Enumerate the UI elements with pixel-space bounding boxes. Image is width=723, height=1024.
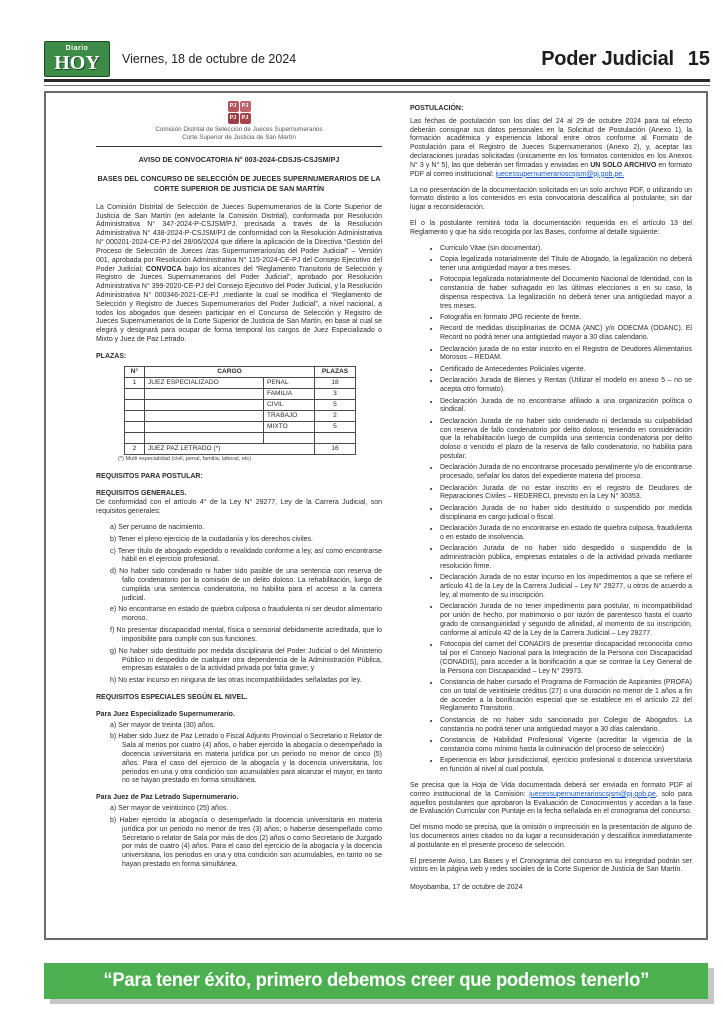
- documento-item: • Curriculo Vitae (sin documentar).: [440, 245, 692, 254]
- cell-n: 2: [125, 443, 145, 454]
- cell-n: 1: [125, 377, 145, 388]
- documento-item: • Copia legalizada notarialmente del Título de Abogado, la legalización no deberá tener una antigüedad mayor a tres meses.: [440, 256, 692, 274]
- intro-paragraph: [96, 204, 382, 345]
- un-solo-archivo-keyword: UN SOLO ARCHIVO: [590, 161, 657, 169]
- cell-cargo: JUEZ PAZ LETRADO (*): [145, 443, 315, 454]
- email-link[interactable]: juecessupernumerarioscsjsm@pj.gob.pe: [529, 790, 656, 798]
- notice-title: AVISO DE CONVOCATORIA N° 003-2024-CDSJS-CSJSM/PJ: [138, 155, 340, 165]
- cell-especialidad: PENAL: [264, 377, 315, 388]
- documento-item: • Declaración Jurada de no estar inscrito en el registro de Deudores de Reparaciones Civiles – REDERECI, previsto en la Ley N° 30353.: [440, 485, 692, 503]
- edition-date: Viernes, 18 de octubre de 2024: [122, 52, 297, 66]
- documento-item: • Declaración Jurada de no encontrarse en estado de quiebra culposa, fraudulenta o en estado de insolvencia.: [440, 525, 692, 543]
- requisito-general-item: h) No estar incurso en ninguna de las otras incompatibilidades señaladas por ley.: [110, 677, 362, 685]
- table-row: [125, 443, 356, 454]
- juez-especializado-item: b) Haber sido Juez de Paz Letrado o Fiscal Adjunto Provincial o Secretario o Relator de Sala al menos por cuatro (4) años, o haber ejercido la abogacía o desempeñado la docencia universitaria en materia jurídica por un periodo no menor de cinco (5) años. Para el caso del ejercicio de la abogacía y la docencia universitaria, los periodos en una y otra condición son acumulables para alcanzar el mayor, en tanto no se hayan prestado en forma simultánea.: [110, 733, 382, 785]
- plazas-label: PLAZAS:: [96, 352, 127, 360]
- table-row: [125, 432, 356, 443]
- cell-cargo: [145, 421, 264, 432]
- poder-judicial-logo: [228, 101, 251, 124]
- documentos-list: [410, 245, 692, 775]
- requisito-general-item: g) No haber sido destituido por medida disciplinaria del Poder Judicial o del Ministerio Público ni despedido de cualquier otra dependencia de la Administración Pública, empresas estatales o de la actividad privada por falta grave; y: [110, 647, 382, 673]
- cell-cargo: [145, 432, 264, 443]
- intro-post: bajo los alcances del “Reglamento Transitorio de Selección y Registro de Jueces Supernumerarios del Poder Judicial”, aprobado por Resolución Administrativa N° 399-2020-CE-PJ del Consejo Ejecutivo del Poder Judicial, y la Resolución Administrativa N° 000346-2021-CE-PJ ,mediante la cual se modifica el “Reglamento de Selección y Registro de Jueces Supernumerarios del Poder Judicial”, a nivel nacional, a todos los abogados que deseen participar en el Concurso de Selección y Registro de Jueces Supernumerarios de la Corte Superior de Justicia de San Martín, en base al cual se elegirá y designará para ocupar de forma temporal los cargos de Juez Especializado o Mixto y Juez de Paz Letrado.: [96, 265, 382, 344]
- col-header-plazas: PLAZAS: [315, 366, 356, 377]
- org-name-line1: Comisión Distrital de Selección de Jueces Supernumerarios: [155, 126, 323, 133]
- quote-banner: [44, 963, 708, 999]
- masthead-right: [541, 48, 710, 71]
- juez-paz-letrado-item: b) Haber ejercido la abogacía o desempeñado la docencia universitaria en materia jurídica por un periodo no menor de tres (3) años; o haberse desempeñado como Secretario o relator de Sala por más de dos (2) años o como Secretario de Juzgado por más de cuatro (4) años. Para el caso del ejercicio de la abogacía y la docencia universitaria, los periodos en una y otra condición son acumulables, en tanto no se hayan prestado en forma simultánea.: [110, 816, 382, 868]
- intro-pre: La Comisión Distrital de Selección de Jueces Supernumerarios de la Corte Superior de Justicia de San Martín (en adelante la Comisión Distrital), conformada por Resolución Administrativa N° 347-2024-P-CSJSM/PJ, precisada a través de la Resolución Administrativa N° 438-2024-P-CSJSM/PJ de conformidad con la Resolución Administrativa N° 000201-2024-CE-PJ del 28/06/2024 que difiere la aplicación de la Directiva “Gestión del Proceso de Selección de Jueces /zas Supernumerarios/as del Poder Judicial” – Versión 001, aprobada por Resolución Administrativa N° 115-2024-CE-PJ del Consejo Ejecutivo del Poder Judicial;: [96, 203, 382, 273]
- requisito-general-item: b) Tener el pleno ejercicio de la ciudadanía y los derechos civiles.: [110, 535, 313, 543]
- pj-logo-tile: PJ: [228, 101, 239, 112]
- convoca-keyword: CONVOCA: [145, 265, 182, 273]
- masthead-rule-thin: [44, 85, 710, 86]
- documento-item: • Record de medidas disciplinarias de OCMA (ANC) y/o ODECMA (ODANC). El Record no podrá tener una antigüedad mayor a 30 días calendario.: [440, 325, 692, 343]
- hoja-pre: Se precisa que la Hoja de Vida documentada deberá ser enviada en formato PDF al correo institucional de la Comisión:: [410, 781, 692, 798]
- cell-cargo: [145, 388, 264, 399]
- juez-paz-letrado-item: a) Ser mayor de veinticinco (25) años.: [110, 805, 229, 813]
- requisitos-generales-intro: De conformidad con el artículo 4° de la Ley N° 29277, Ley de la Carrera Judicial, son requisitos generales:: [96, 499, 382, 516]
- cell-cargo: [145, 410, 264, 421]
- cell-especialidad: CIVIL: [264, 399, 315, 410]
- documento-item: • Declaración Jurada de no haber sido condenado ni declarada su culpabilidad con reserva de fallo condenatorio por delito doloso, teniendo en consideración que la rehabilitación luego de cumplida una sentencia condenatoria por delito doloso o vencido el plazo de la reserva de fallo condenatorio, no habilita para postular.: [440, 418, 692, 462]
- cell-cargo: [145, 399, 264, 410]
- documento-item: • Declaración Jurada de no encontrarse procesado penalmente y/o de encontrarse procesado, señalar los datos del expediente materia del proceso.: [440, 464, 692, 482]
- requisito-general-item: d) No haber sido condenado ni haber sido pasible de una sentencia con reserva de fallo condenatorio por la comisión de un delito doloso. La rehabilitación, luego de cumplida una sentencia condenatoria, no habilita para el acceso a la carrera judicial.: [110, 568, 382, 602]
- cell-plazas: 5: [315, 399, 356, 410]
- cell-especialidad: FAMILIA: [264, 388, 315, 399]
- diario-hoy-logo: [44, 41, 110, 77]
- documento-item: • Declaración Jurada de no haber sido destituido o suspendido por medida disciplinaria en cargo judicial o fiscal.: [440, 505, 692, 523]
- documento-item: • Declaración Jurada de Bienes y Rentas (Utilizar el modelo en anexo 5 – no se acepta otro formato).: [440, 377, 692, 395]
- right-column: [410, 101, 692, 932]
- cell-plazas: 18: [315, 377, 356, 388]
- table-row: [125, 421, 356, 432]
- documento-item: • Constancia de no haber sido sancionado por Colegio de Abogados. La constancia no podrá tener una antigüedad mayor a 30 días calendario.: [440, 717, 692, 735]
- requisitos-especiales-title: REQUISITOS ESPECIALES SEGÚN EL NIVEL.: [96, 693, 248, 701]
- hoja-post: , solo para aquellos postulantes que aprobaron la Evaluación de Conocimientos y accedan a la fase de Evaluación Curricular con Puntaje en la fecha señalada en el cronograma del concurso.: [410, 790, 692, 816]
- documento-item: • Certificado de Antecedentes Policiales vigente.: [440, 366, 692, 375]
- org-name-line2: Corte Superior de Justicia de San Martín: [182, 134, 296, 142]
- col-header-cargo: CARGO: [145, 366, 315, 377]
- cell-cargo: JUEZ ESPECIALIZADO: [145, 377, 264, 388]
- juez-especializado-title: Para Juez Especializado Supernumerario.: [96, 710, 235, 718]
- cell-especialidad: MIXTO: [264, 421, 315, 432]
- postulacion-paragraph: [410, 118, 692, 180]
- masthead-rule-thick: [44, 79, 710, 82]
- notice-subtitle: BASES DEL CONCURSO DE SELECCIÓN DE JUECES SUPERNUMERARIOS DE LA CORTE SUPERIOR DE JUSTICIA DE SAN MARTÍN: [97, 174, 381, 194]
- plazas-table: [124, 366, 356, 455]
- table-row: [125, 388, 356, 399]
- juez-paz-letrado-list: [96, 805, 382, 870]
- cell-n: [125, 388, 145, 399]
- quote-text: “Para tener éxito, primero debemos creer que podemos tenerlo”: [103, 970, 649, 991]
- documento-item: • Fotocopia legalizada notarialmente del Documento Nacional de Identidad, con la constancia de haber sufragado en las últimas elecciones o en su caso, la dispensa respectiva. La legalización no deberá tener una antigüedad mayor a tres meses.: [440, 276, 692, 311]
- requisito-general-item: e) No encontrarse en estado de quiebra culposa o fraudulenta ni ser deudor alimentario moroso.: [110, 606, 382, 623]
- org-divider: [96, 146, 382, 147]
- table-footnote: (*) Multi especialidad (civil, penal, familia, laboral, etc): [118, 455, 252, 462]
- cell-especialidad: [264, 432, 315, 443]
- logo-diario-label: Diario: [65, 45, 89, 52]
- documento-item: • Constancia de haber cursado el Programa de Formación de Aspirantes (PROFA) con un total de veintisiete créditos (27) o una duración no menor de 1 años a fin de acceder a la bonificación especial que se establece en el artículo 22 del Reglamento Transitorio.: [440, 679, 692, 714]
- org-header: [96, 101, 382, 147]
- page-number: 15: [687, 47, 710, 70]
- documento-item: • Declaración Jurada de no tener impedimento para postular, ni incompatibilidad por unión de hecho, por matrimonio o por razón de parentesco hasta el cuarto grado de consanguinidad y segundo de afinidad, al momento de su inscripción, conforme al artículo 42 de la Ley de la Carrera Judicial – Ley 29277.: [440, 603, 692, 638]
- documento-item: • Constancia de Habilidad Profesional Vigente (acreditar la vigencia de la constancia como mínimo hasta la culminación del proceso de selección): [440, 737, 692, 755]
- requisitos-generales-list: [96, 524, 382, 686]
- announcement-box: [44, 91, 708, 940]
- juez-especializado-list: [96, 722, 382, 787]
- documento-item: • Fotografía en formato JPG reciente de frente.: [440, 314, 692, 323]
- masthead: [44, 40, 710, 78]
- col-header-n: N°: [125, 366, 145, 377]
- table-header-row: [125, 366, 356, 377]
- cell-n: [125, 410, 145, 421]
- requisito-general-item: a) Ser peruano de nacimiento.: [110, 523, 205, 531]
- left-column: [96, 101, 382, 932]
- documento-item: • Fotocopia del carnet del CONADIS de presentar discapacidad reconocida como tal por el Consejo Nacional para la Integración de la Persona con Discapacidad (CONADIS), para acceder a la bonificación a que se contrae la Ley General de la Persona con Discapacidad – Ley N° 29973.: [440, 641, 692, 676]
- requisito-general-item: c) Tener título de abogado expedido o revalidado conforme a ley, así como encontrarse hábil en el ejercicio profesional.: [110, 547, 382, 564]
- dateline: Moyobamba, 17 de octubre de 2024: [410, 884, 523, 892]
- cell-n: [125, 421, 145, 432]
- cell-plazas: 16: [315, 443, 356, 454]
- juez-paz-letrado-title: Para Juez de Paz Letrado Supernumerario.: [96, 794, 239, 802]
- cell-n: [125, 399, 145, 410]
- cell-plazas: 2: [315, 410, 356, 421]
- cell-plazas: 3: [315, 388, 356, 399]
- postulacion-mid: en formato PDF al correo institucional:: [410, 161, 692, 178]
- no-presentacion-paragraph: La no presentación de la documentación solicitada en un solo archivo PDF, o utilizando un formato distinto a los contenidos en esta convocatoria descalifica al postulante, sin dar lugar a reconsideración.: [410, 186, 692, 212]
- postulacion-title: POSTULACIÓN:: [410, 105, 464, 112]
- requisito-general-item: f) No presentar discapacidad mental, física o sensorial debidamente acreditada, que lo imposibilite para cumplir con sus funciones.: [110, 627, 382, 643]
- hoja-de-vida-paragraph: [410, 782, 692, 817]
- requisitos-title: REQUISITOS PARA POSTULAR:: [96, 472, 203, 480]
- cell-especialidad: TRABAJO: [264, 410, 315, 421]
- aviso-web-paragraph: El presente Aviso, Las Bases y el Cronograma del concurso en su integridad podrán ser vistos en la página web y redes sociales de la Corte Superior de Justicia de San Martín.: [410, 857, 692, 874]
- email-link[interactable]: juecessupernumerarioscsjsm@pj.gob.pe.: [495, 170, 625, 178]
- logo-hoy-label: HOY: [54, 52, 100, 74]
- omision-paragraph: Del mismo modo se precisa, que la omisión o imprecisión en la presentación de alguno de los documentos antes citados no da lugar a reconsideración y descalifica inmediatamente al postulante en el presente proceso de selección.: [410, 824, 692, 849]
- documento-item: • Declaración jurada de no estar inscrito en el Registro de Deudores Alimentarios Morosos – REDAM.: [440, 346, 692, 364]
- documento-item: • Declaración Jurada de no estar incurso en los impedimentos a que se refiere el artículo 41 de la Ley de la Carrera Judicial – Ley N° 29277, u otros de acuerdo a ley, al momento de su inscripción.: [440, 574, 692, 600]
- documento-item: • Experiencia en labor jurisdiccional, ejercicio profesional o docencia universitaria en función al nivel al cual postula.: [440, 757, 692, 775]
- section-title: Poder Judicial: [541, 47, 674, 70]
- documento-item: • Declaración Jurada de no encontrarse afiliado a una organización política o sindical.: [440, 398, 692, 416]
- cell-plazas: [315, 432, 356, 443]
- pj-logo-tile: PJ: [240, 101, 251, 112]
- table-row: [125, 410, 356, 421]
- cell-n: [125, 432, 145, 443]
- cell-plazas: 5: [315, 421, 356, 432]
- table-row: [125, 399, 356, 410]
- postulacion-pre: Las fechas de postulación son los días del 24 al 29 de octubre 2024 para tal efecto deberán consignar sus datos personales en la Solicitud de Postulación (Anexo 1), la formación académica y experiencia laboral entre otros conforme al Formato de Postulación para el Registro de Jueces Supernumerarios (Anexo 2), y, aceptar las declaraciones juradas solicitadas (únicamente en los formatos contenidos en los Anexos N° 3 y N° 5), las que deberán ser firmadas y enviadas en: [410, 117, 692, 169]
- documento-item: • Declaración Jurada de no haber sido despedido o suspendido de la administración pública, empresas estatales o de la actividad privada mediante resolución firme.: [440, 545, 692, 571]
- documentacion-paragraph: El o la postulante remitirá toda la documentación requerida en el artículo 13 del Reglamento y que ha sido recogida por las Bases, conforme al detalle siguiente:: [410, 219, 692, 236]
- table-row: [125, 377, 356, 388]
- pj-logo-tile: PJ: [228, 113, 239, 124]
- pj-logo-tile: PJ: [240, 113, 251, 124]
- requisitos-generales-title: REQUISITOS GENERALES.: [96, 489, 187, 497]
- juez-especializado-item: a) Ser mayor de treinta (30) años.: [110, 721, 216, 729]
